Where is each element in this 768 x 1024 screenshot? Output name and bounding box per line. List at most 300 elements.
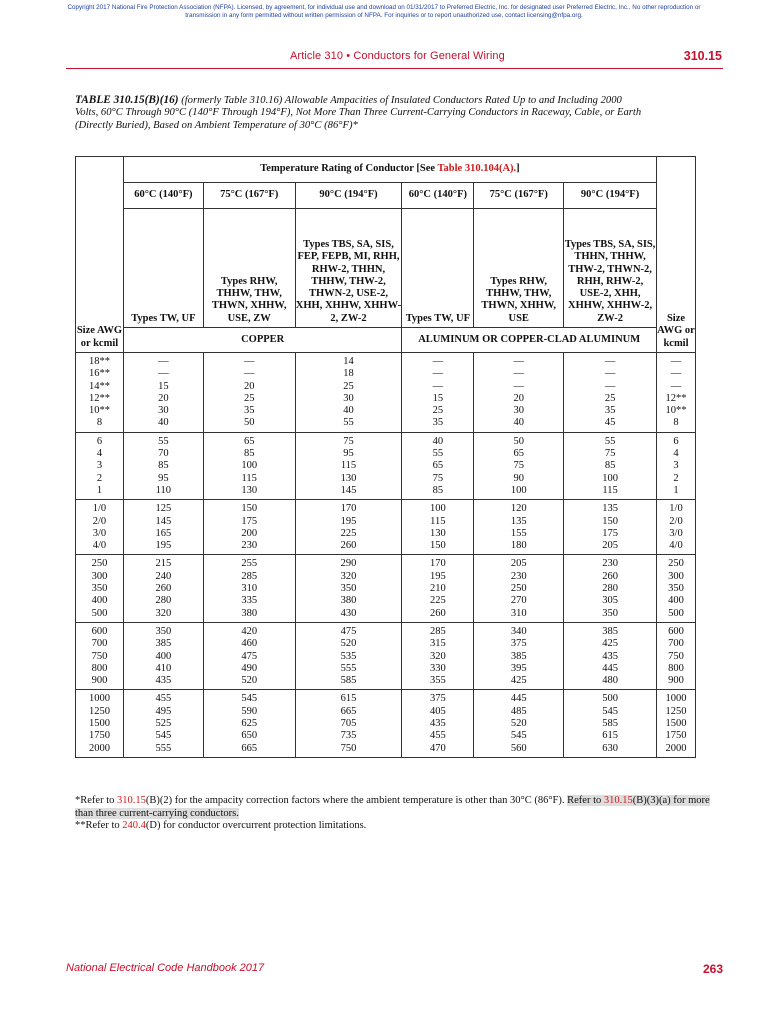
table-value: 435 [429, 718, 446, 730]
size-cell [656, 690, 695, 757]
table-value: 500 [602, 693, 618, 705]
table-value: 2000 [665, 742, 687, 754]
table-value: 40 [513, 417, 524, 429]
ampacity-cell [564, 432, 657, 499]
ampacity-cell [564, 500, 657, 555]
ampacity-cell [402, 555, 474, 622]
size-header-right: Size AWG or kcmil [656, 209, 695, 353]
table-value: 65 [513, 448, 524, 460]
table-value: 545 [241, 693, 258, 705]
table-value: 1000 [88, 693, 110, 705]
table-value: 75 [513, 460, 524, 472]
table-value: 50 [513, 435, 524, 447]
table-value: 585 [602, 718, 618, 730]
table-value: 425 [602, 638, 618, 650]
ampacity-cell [564, 353, 657, 433]
table-value: 1750 [665, 730, 687, 742]
table-value: 3/0 [669, 527, 683, 539]
table-value: 350 [340, 583, 357, 595]
table-value: 125 [155, 503, 172, 515]
table-value: 10** [88, 405, 110, 417]
table-value: 405 [429, 705, 446, 717]
table-value: 555 [340, 662, 357, 674]
table-value: 4 [673, 448, 679, 460]
table-value: 615 [602, 730, 618, 742]
ampacity-cell [564, 690, 657, 757]
table-value: 250 [668, 558, 684, 570]
temperature-rating-header: Temperature Rating of Conductor [See Table 310.104(A).] [123, 157, 656, 183]
ampacity-cell [564, 622, 657, 689]
table-value: 380 [340, 595, 357, 607]
table-value: 350 [602, 607, 618, 619]
table-value: 900 [91, 675, 108, 687]
table-value: — [432, 380, 444, 392]
table-value: 2000 [88, 742, 110, 754]
ref-310-15-b2[interactable]: 310.15 [117, 795, 146, 806]
size-cell [656, 555, 695, 622]
table-value: 2/0 [669, 515, 683, 527]
book-title: National Electrical Code Handbook 2017 [66, 962, 265, 974]
temp-header-al-90: 90°C (194°F) [564, 183, 657, 209]
table-value: 150 [602, 515, 618, 527]
ampacity-cell [474, 432, 564, 499]
ampacity-cell [203, 690, 295, 757]
ampacity-cell [123, 432, 203, 499]
table-value: 520 [340, 638, 357, 650]
table-value: 225 [340, 527, 357, 539]
table-value: 12** [88, 392, 110, 404]
table-value: 20 [243, 380, 255, 392]
ampacity-cell [203, 500, 295, 555]
ampacity-cell [474, 555, 564, 622]
table-value: 110 [155, 484, 172, 496]
table-value: 135 [510, 515, 527, 527]
ampacity-cell [295, 690, 402, 757]
table-value: 15 [432, 392, 444, 404]
table-value: 260 [340, 540, 357, 552]
copyright-line-1: Copyright 2017 National Fire Protection Association (NFPA). Licensed, by agreement, for individual use and download on 01/31/2017 to Preferred Electric, Inc. for designated user Preferred Electric, Inc.. No other reproduction or [67, 4, 701, 11]
ampacity-cell [564, 555, 657, 622]
table-value: 455 [429, 730, 446, 742]
table-310-104a-link[interactable]: Table 310.104(A). [437, 163, 517, 175]
table-value: 665 [241, 742, 258, 754]
table-value: 800 [668, 662, 684, 674]
ampacity-table [75, 156, 696, 758]
table-value: 8 [96, 417, 103, 429]
table-value: 625 [241, 718, 258, 730]
table-value: 600 [668, 625, 684, 637]
temp-header-cu-75: 75°C (167°F) [203, 183, 295, 209]
table-value: 2/0 [92, 515, 107, 527]
table-value: 560 [510, 742, 527, 754]
table-value: 2 [96, 472, 103, 484]
ampacity-cell [295, 500, 402, 555]
table-value: 700 [668, 638, 684, 650]
temp-header-al-75: 75°C (167°F) [474, 183, 564, 209]
ampacity-cell [123, 690, 203, 757]
table-value: 20 [158, 392, 169, 404]
caption-text: (formerly Table 310.16) Allowable Ampacities of Insulated Conductors Rated Up to and Including 2000 Volts, 60°C Through 90°C (140°F Through 194°F), Not More Than Three Current-Carrying Conductors in Raceway, Cable, or Earth (Directly Buried), Based on Ambient Temperature of 30°C (86°F)* [75, 95, 642, 131]
table-value: 12** [665, 392, 687, 404]
ampacity-cell [203, 432, 295, 499]
table-value: 300 [91, 570, 108, 582]
table-value: 6 [673, 435, 679, 447]
table-value: 350 [155, 625, 172, 637]
table-value: 445 [602, 662, 618, 674]
table-value: 65 [243, 435, 255, 447]
page-number: 263 [702, 962, 723, 976]
table-value: — [432, 368, 444, 380]
table-value: 260 [602, 570, 618, 582]
table-row-group [76, 353, 696, 433]
table-value: 700 [91, 638, 108, 650]
table-value: 525 [155, 718, 172, 730]
table-value: 380 [241, 607, 258, 619]
table-value: 320 [340, 570, 357, 582]
table-value: 1500 [665, 718, 687, 730]
table-value: 25 [432, 405, 444, 417]
table-row-group [76, 622, 696, 689]
table-value: — [604, 356, 616, 367]
table-value: 14** [88, 380, 110, 392]
temp-header-cu-60: 60°C (140°F) [123, 183, 203, 209]
table-value: 320 [429, 650, 446, 662]
table-value: 375 [510, 638, 527, 650]
table-value: 250 [510, 583, 527, 595]
table-value: 35 [243, 405, 255, 417]
table-value: 230 [510, 570, 527, 582]
table-value: 95 [158, 472, 169, 484]
table-value: 18** [88, 356, 110, 367]
ampacity-cell [402, 690, 474, 757]
table-value: 270 [510, 595, 527, 607]
table-value: 310 [510, 607, 527, 619]
table-value: 35 [432, 417, 444, 429]
table-value: 310 [241, 583, 258, 595]
table-value: — [670, 368, 682, 380]
table-value: 280 [602, 583, 618, 595]
table-value: 665 [340, 705, 357, 717]
table-value: 320 [155, 607, 172, 619]
aluminum-label: ALUMINUM OR COPPER-CLAD ALUMINUM [402, 328, 657, 353]
table-value: 50 [243, 417, 255, 429]
table-value: 195 [340, 515, 357, 527]
table-value: 300 [668, 570, 684, 582]
table-value: — [243, 368, 255, 380]
table-value: 400 [91, 595, 108, 607]
table-value: 545 [155, 730, 172, 742]
copyright-notice [0, 4, 768, 20]
size-col-header-top [76, 157, 124, 183]
ampacity-cell [295, 622, 402, 689]
table-value: 315 [429, 638, 446, 650]
table-value: 1/0 [92, 503, 107, 515]
table-value: 25 [343, 380, 354, 392]
table-value: 355 [429, 675, 446, 687]
ampacity-cell [295, 353, 402, 433]
ref-240-4-d[interactable]: 240.4 [122, 820, 146, 832]
table-value: 25 [604, 392, 616, 404]
table-value: 115 [430, 515, 446, 527]
table-value: 150 [241, 503, 258, 515]
table-value: 55 [604, 435, 616, 447]
table-value: 30 [158, 405, 169, 417]
table-value: 230 [241, 540, 258, 552]
insulation-types-cu-90: Types TBS, SA, SIS, FEP, FEPB, MI, RHH, RHW-2, THHN, THHW, THW-2, THWN-2, USE-2, XHH, XHHW, XHHW-2, ZW-2 [295, 209, 402, 328]
note-ambient: *Refer to 310.15(B)(2) for the ampacity correction factors where the ambient temperature is other than 30°C (86°F). Refer to 310.15(B)(3)(a) for more than three current-carrying conductors. [75, 795, 710, 819]
table-value: 500 [91, 607, 108, 619]
table-value: 350 [91, 583, 108, 595]
table-value: — [243, 356, 255, 367]
table-value: 115 [340, 460, 357, 472]
table-value: 900 [668, 675, 684, 687]
table-value: 100 [602, 472, 618, 484]
ampacity-cell [203, 353, 295, 433]
table-value: 20 [513, 392, 524, 404]
table-value: 240 [155, 570, 172, 582]
size-col-header-top-right [656, 157, 695, 183]
ref-310-15-b3a[interactable]: 310.15 [603, 795, 633, 806]
table-value: 15 [158, 380, 169, 392]
table-value: 1750 [88, 730, 110, 742]
table-value: 445 [510, 693, 527, 705]
table-value: — [670, 356, 682, 367]
table-value: 75 [604, 448, 616, 460]
table-value: — [158, 356, 169, 367]
table-value: 4 [96, 448, 103, 460]
table-value: 70 [158, 448, 169, 460]
size-cell [656, 622, 695, 689]
table-value: 400 [155, 650, 172, 662]
size-cell [76, 622, 124, 689]
table-value: 85 [604, 460, 616, 472]
table-value: 490 [241, 662, 258, 674]
table-value: 6 [96, 435, 103, 447]
table-value: 40 [432, 435, 444, 447]
table-value: 350 [668, 583, 684, 595]
table-value: 175 [241, 515, 258, 527]
table-value: 375 [429, 693, 446, 705]
table-value: 385 [602, 625, 618, 637]
size-cell [76, 690, 124, 757]
table-value: 8 [673, 417, 679, 429]
table-value: — [513, 356, 524, 367]
ampacity-cell [474, 500, 564, 555]
table-value: 85 [243, 448, 255, 460]
insulation-types-al-60: Types TW, UF [402, 209, 474, 328]
table-value: 800 [91, 662, 108, 674]
table-value: 145 [155, 515, 172, 527]
ampacity-cell [123, 353, 203, 433]
table-value: 260 [429, 607, 446, 619]
table-value: 3 [96, 460, 103, 472]
table-value: 16** [88, 368, 110, 380]
table-value: 130 [429, 527, 446, 539]
insulation-types-al-75: Types RHW, THHW, THW, THWN, XHHW, USE [474, 209, 564, 328]
table-row-group [76, 690, 696, 757]
table-value: 195 [429, 570, 446, 582]
insulation-types-cu-75: Types RHW, THHW, THW, THWN, XHHW, USE, ZW [203, 209, 295, 328]
table-value: 135 [602, 503, 618, 515]
copyright-line-2: transmission in any form permitted without written permission of NFPA. For inquiries or to report unauthorized use, contact licensing@nfpa.org. [185, 12, 583, 20]
insulation-types-al-90: Types TBS, SA, SIS, THHN, THHW, THW-2, THWN-2, RHH, RHW-2, USE-2, XHH, XHHW, XHHW-2, ZW-2 [564, 209, 657, 328]
ampacity-cell [295, 555, 402, 622]
table-value: 115 [241, 472, 257, 484]
table-value: 630 [602, 742, 618, 754]
table-value: 55 [343, 417, 354, 429]
table-value: 485 [510, 705, 527, 717]
table-value: 90 [513, 472, 524, 484]
temp-header-cu-90: 90°C (194°F) [295, 183, 402, 209]
table-value: 470 [429, 742, 446, 754]
table-value: 750 [91, 650, 108, 662]
table-value: 30 [513, 405, 524, 417]
table-value: 385 [510, 650, 527, 662]
table-value: 100 [241, 460, 258, 472]
table-value: 200 [241, 527, 258, 539]
table-value: 14 [343, 356, 354, 367]
table-value: 210 [429, 583, 446, 595]
table-value: 25 [243, 392, 255, 404]
size-cell [656, 432, 695, 499]
table-value: 305 [602, 595, 618, 607]
table-value: 255 [241, 558, 258, 570]
ampacity-cell [402, 353, 474, 433]
table-value: 30 [343, 392, 354, 404]
table-value: 170 [340, 503, 357, 515]
insulation-types-cu-60: Types TW, UF [123, 209, 203, 328]
table-value: 40 [158, 417, 169, 429]
table-value: — [604, 380, 616, 392]
table-value: 395 [510, 662, 527, 674]
table-value: 500 [668, 607, 684, 619]
ampacity-cell [402, 500, 474, 555]
table-value: 290 [340, 558, 357, 570]
table-value: 85 [158, 460, 169, 472]
table-value: 85 [432, 484, 444, 496]
table-value: 205 [602, 540, 618, 552]
table-value: — [513, 380, 524, 392]
table-row-group [76, 432, 696, 499]
table-value: 3/0 [92, 527, 107, 539]
header-rule [66, 68, 723, 69]
table-value: 420 [241, 625, 258, 637]
ampacity-cell [123, 500, 203, 555]
table-value: 120 [510, 503, 527, 515]
ampacity-cell [402, 432, 474, 499]
table-value: 195 [155, 540, 172, 552]
table-value: 4/0 [92, 540, 107, 552]
table-value: 170 [429, 558, 446, 570]
table-value: 100 [429, 503, 446, 515]
table-value: 335 [241, 595, 258, 607]
table-value: 545 [510, 730, 527, 742]
table-value: 18 [343, 368, 354, 380]
table-value: 455 [155, 693, 172, 705]
table-value: — [158, 368, 169, 380]
table-caption [75, 94, 645, 132]
table-value: 475 [340, 625, 357, 637]
ampacity-cell [203, 555, 295, 622]
table-value: 650 [241, 730, 258, 742]
table-value: 555 [155, 742, 172, 754]
section-number: 310.15 [683, 49, 722, 63]
table-value: 175 [602, 527, 618, 539]
table-value: 600 [91, 625, 108, 637]
copper-label: COPPER [123, 328, 401, 353]
table-value: 520 [241, 675, 258, 687]
table-value: 1 [96, 484, 103, 496]
ampacity-data [76, 353, 696, 758]
size-cell [656, 353, 695, 433]
table-value: 1250 [88, 705, 110, 717]
table-value: 585 [340, 675, 357, 687]
table-value: 2 [673, 472, 679, 484]
table-value: 435 [602, 650, 618, 662]
table-value: 205 [510, 558, 527, 570]
table-value: 430 [340, 607, 357, 619]
size-cell [656, 500, 695, 555]
table-value: 460 [241, 638, 258, 650]
table-value: 40 [343, 405, 354, 417]
ampacity-cell [474, 622, 564, 689]
table-notes [75, 795, 715, 833]
table-value: 225 [429, 595, 446, 607]
ampacity-cell [203, 622, 295, 689]
table-value: 330 [429, 662, 446, 674]
table-value: — [670, 380, 682, 392]
ampacity-cell [123, 622, 203, 689]
ampacity-cell [123, 555, 203, 622]
table-value: 75 [343, 435, 354, 447]
table-value: 1/0 [669, 503, 683, 515]
table-value: 230 [602, 558, 618, 570]
table-value: 400 [668, 595, 684, 607]
size-cell [76, 555, 124, 622]
table-value: 385 [155, 638, 172, 650]
ampacity-cell [402, 622, 474, 689]
ampacity-cell [474, 353, 564, 433]
table-value: 285 [429, 625, 446, 637]
table-value: 1250 [665, 705, 687, 717]
table-id: TABLE 310.15(B)(16) [75, 94, 179, 106]
table-value: 115 [602, 484, 618, 496]
table-value: 65 [432, 460, 444, 472]
table-value: 545 [602, 705, 618, 717]
table-value: 250 [91, 558, 108, 570]
table-value: 100 [510, 484, 527, 496]
table-value: 435 [155, 675, 172, 687]
table-value: 340 [510, 625, 527, 637]
table-row-group [76, 500, 696, 555]
table-value: 410 [155, 662, 172, 674]
table-value: 475 [241, 650, 258, 662]
table-value: 1 [673, 484, 679, 496]
table-value: 615 [340, 693, 357, 705]
table-value: 10** [665, 405, 687, 417]
table-value: 155 [510, 527, 527, 539]
table-value: 130 [340, 472, 357, 484]
table-value: — [604, 368, 616, 380]
table-value: 495 [155, 705, 172, 717]
table-value: 3 [673, 460, 679, 472]
table-row-group [76, 555, 696, 622]
table-value: 215 [155, 558, 172, 570]
table-value: 520 [510, 718, 527, 730]
table-value: 75 [432, 472, 444, 484]
table-value: 45 [604, 417, 616, 429]
table-value: 150 [429, 540, 446, 552]
